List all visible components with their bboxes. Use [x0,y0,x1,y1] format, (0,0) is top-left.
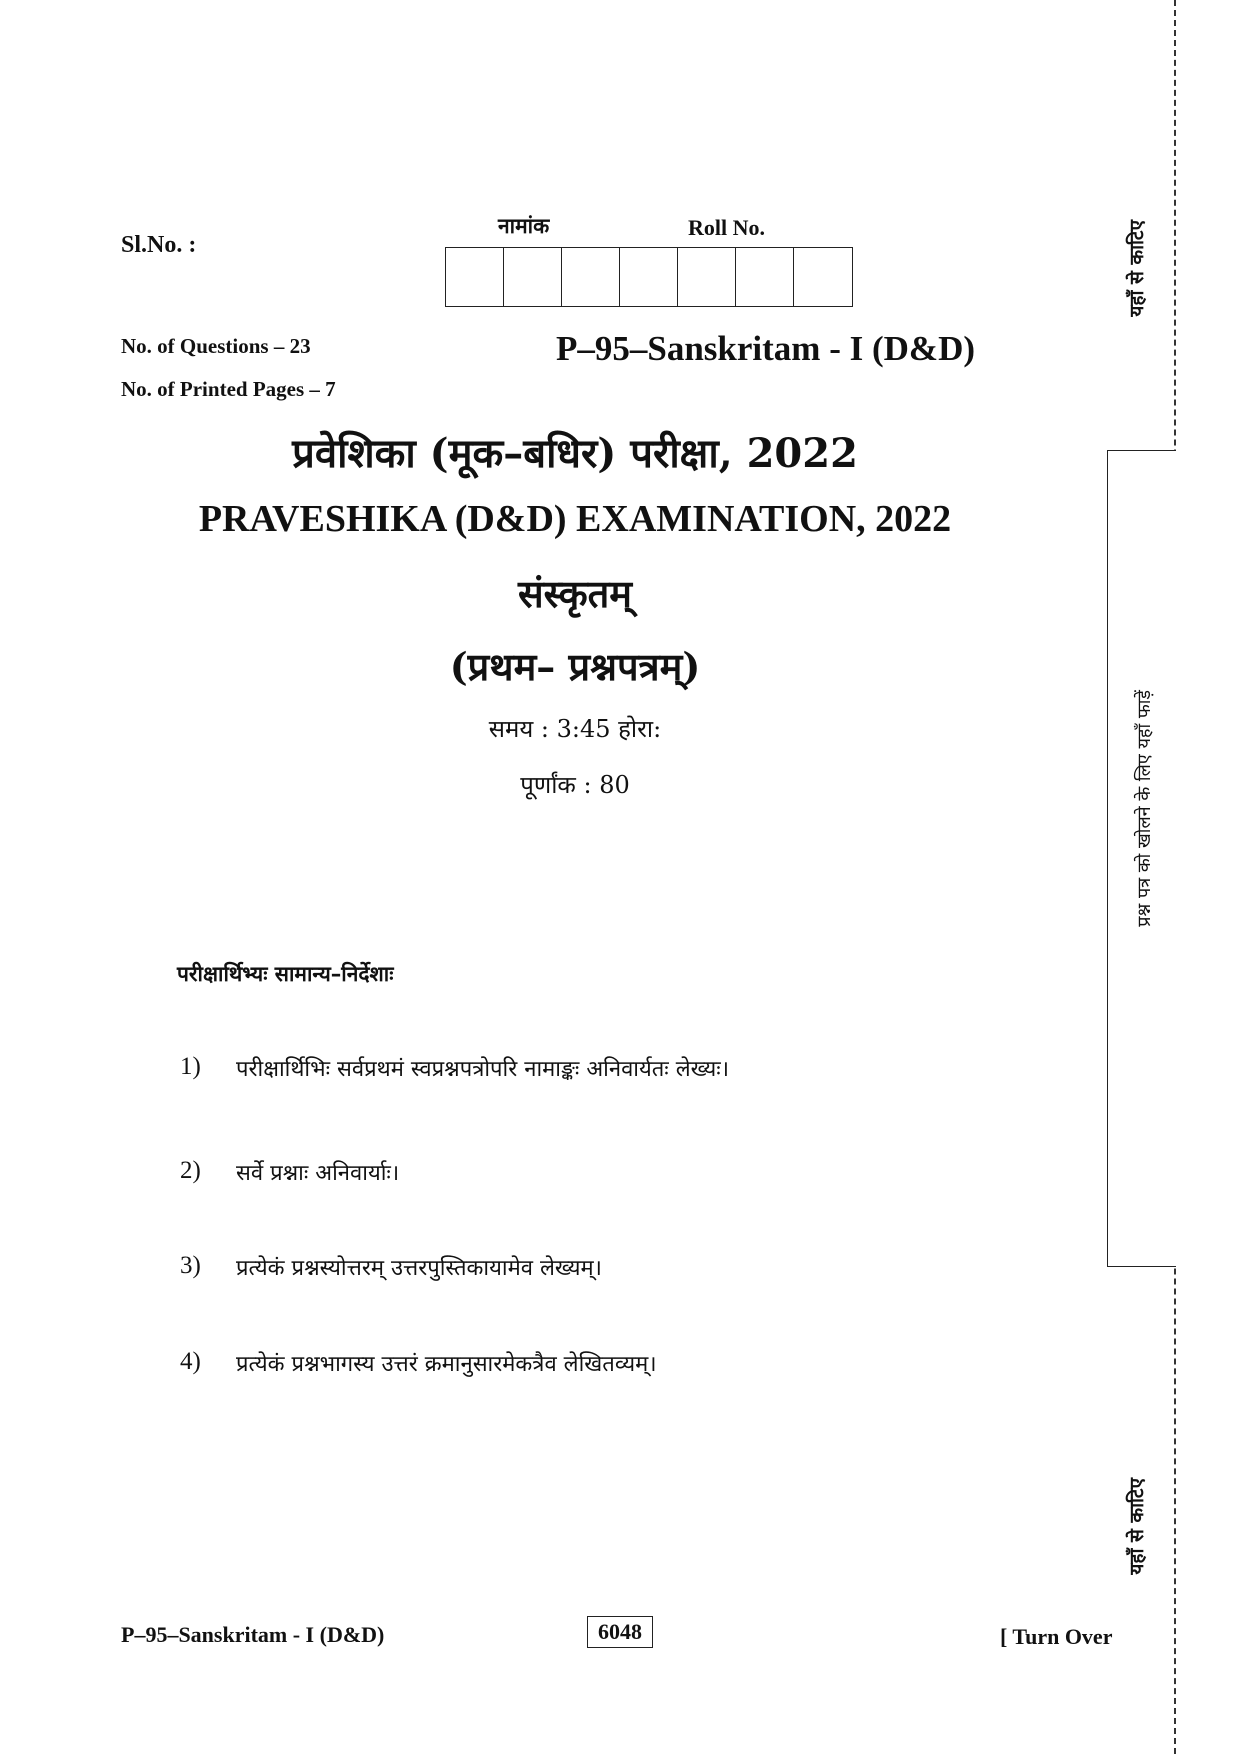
namank-label: नामांक [498,214,550,238]
roll-digit-box [736,248,794,306]
roll-number-label: Roll No. [688,215,765,240]
instruction-text: सर्वे प्रश्नाः अनिवार्याः। [236,1161,400,1186]
instruction-item [180,1252,602,1282]
roll-digit-box [620,248,678,306]
paper-title: (प्रथम– प्रश्नपत्रम्) [449,644,701,689]
paper-code-heading: P–95–Sanskritam - I (D&D) [556,329,976,368]
cut-here-text-top: यहाँ से काटिए [1126,220,1148,317]
instruction-text: प्रत्येकं प्रश्नभागस्य उत्तरं क्रमानुसारमेकत्रैव लेखितव्यम्। [236,1352,657,1377]
roll-digit-box [562,248,620,306]
roll-digit-box [504,248,562,306]
instruction-number: 4) [180,1348,201,1375]
footer-page-code-box: 6048 [587,1616,653,1648]
instruction-item [180,1157,399,1187]
exam-title-hindi: प्रवेशिका (मूक–बधिर) परीक्षा, 2022 [292,430,858,477]
roll-digit-box [794,248,852,306]
instruction-text: परीक्षार्थिभिः सर्वप्रथमं स्वप्रश्नपत्रोपरि नामाङ्कः अनिवार्यतः लेख्यः। [236,1057,730,1082]
number-of-questions: No. of Questions – 23 [121,334,311,358]
footer-paper-code: P–95–Sanskritam - I (D&D) [121,1622,385,1647]
subject-title: संस्कृतम् [517,571,633,616]
exam-title-english: PRAVESHIKA (D&D) EXAMINATION, 2022 [198,498,952,540]
instruction-item [180,1348,657,1378]
exam-time: समय : 3:45 होरा: [488,715,662,743]
roll-digit-box [446,248,504,306]
cut-here-text-bottom: यहाँ से काटिए [1126,1478,1148,1575]
roll-digit-box [678,248,736,306]
instruction-number: 3) [180,1252,201,1279]
roll-number-boxes [445,247,853,307]
instructions-heading: परीक्षार्थिभ्यः सामान्य–निर्देशाः [177,962,394,986]
total-marks: पूर्णांक : 80 [520,771,630,799]
instruction-text: प्रत्येकं प्रश्नस्योत्तरम् उत्तरपुस्तिकायामेव लेख्यम्। [236,1256,603,1281]
tear-here-text: प्रश्न पत्र को खोलने के लिए यहाँ फाड़ें [1134,690,1155,927]
instruction-number: 2) [180,1157,201,1184]
instruction-number: 1) [180,1053,201,1080]
turn-over-label: [ Turn Over [1000,1624,1113,1649]
number-of-printed-pages: No. of Printed Pages – 7 [121,377,336,401]
instruction-item [180,1053,729,1083]
serial-number-label: Sl.No. : [121,232,197,258]
